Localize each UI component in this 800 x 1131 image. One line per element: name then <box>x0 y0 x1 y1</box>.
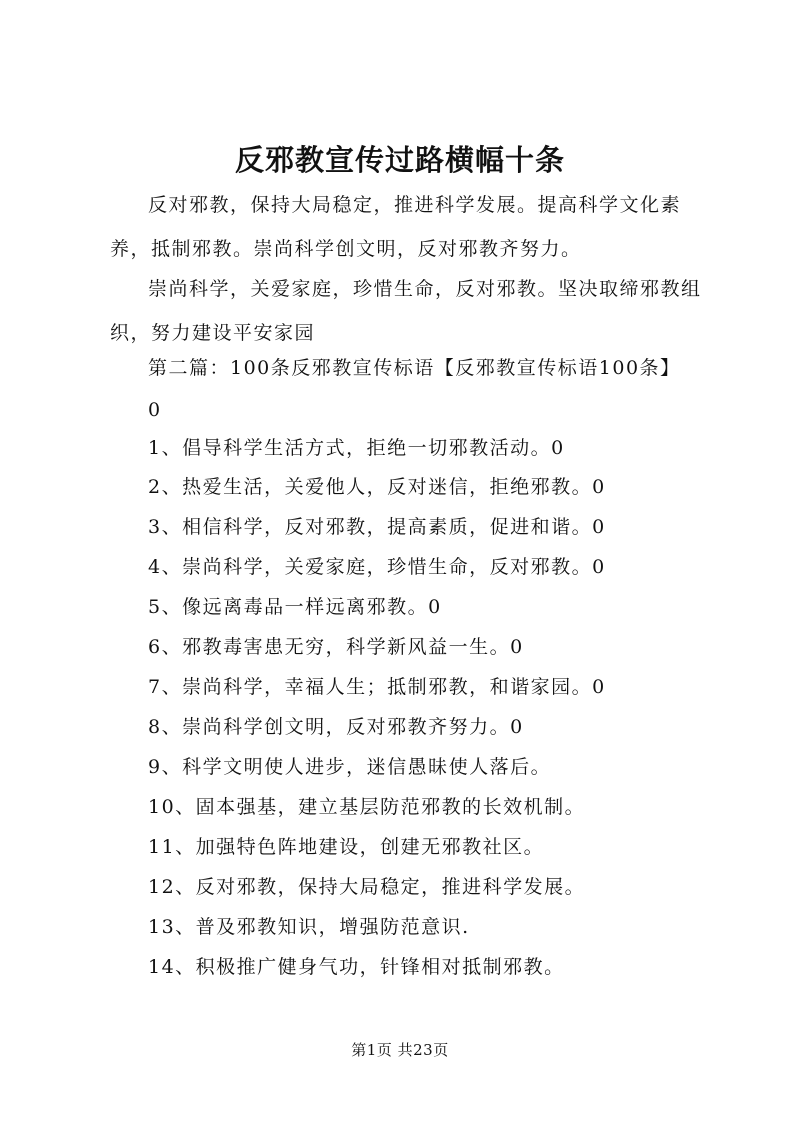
page-number-footer: 第1页 共23页 <box>351 1041 449 1059</box>
list-item: 2、热爱生活，关爱他人，反对迷信，拒绝邪教。0 <box>148 476 606 498</box>
section-zero: 0 <box>148 399 162 421</box>
list-item: 5、像远离毒品一样远离邪教。0 <box>148 596 442 618</box>
document-title: 反邪教宣传过路横幅十条 <box>234 143 565 177</box>
paragraph-2: 崇尚科学，关爱家庭，珍惜生命，反对邪教。坚决取缔邪教组织，努力建设平安家园 <box>110 278 702 344</box>
list-item: 14、积极推广健身气功，针锋相对抵制邪教。 <box>148 956 565 978</box>
list-item: 13、普及邪教知识，增强防范意识. <box>148 916 470 938</box>
list-item: 10、固本强基，建立基层防范邪教的长效机制。 <box>148 796 586 818</box>
list-item: 1、倡导科学生活方式，拒绝一切邪教活动。0 <box>148 437 565 459</box>
list-item: 9、科学文明使人进步，迷信愚昧使人落后。 <box>148 756 552 778</box>
list-item: 3、相信科学，反对邪教，提高素质，促进和谐。0 <box>148 516 606 538</box>
list-item: 7、崇尚科学，幸福人生；抵制邪教，和谐家园。0 <box>148 676 606 698</box>
list-item: 6、邪教毒害患无穷，科学新风益一生。0 <box>148 636 524 658</box>
paragraph-1: 反对邪教，保持大局稳定，推进科学发展。提高科学文化素养，抵制邪教。崇尚科学创文明，反对邪教齐努力。 <box>110 194 682 260</box>
list-item: 11、加强特色阵地建设，创建无邪教社区。 <box>148 836 545 858</box>
list-item: 12、反对邪教，保持大局稳定，推进科学发展。 <box>148 876 586 898</box>
list-item: 4、崇尚科学，关爱家庭，珍惜生命，反对邪教。0 <box>148 556 606 578</box>
section-heading: 第二篇：100条反邪教宣传标语【反邪教宣传标语100条】 <box>148 357 681 379</box>
list-item: 8、崇尚科学创文明，反对邪教齐努力。0 <box>148 716 524 738</box>
